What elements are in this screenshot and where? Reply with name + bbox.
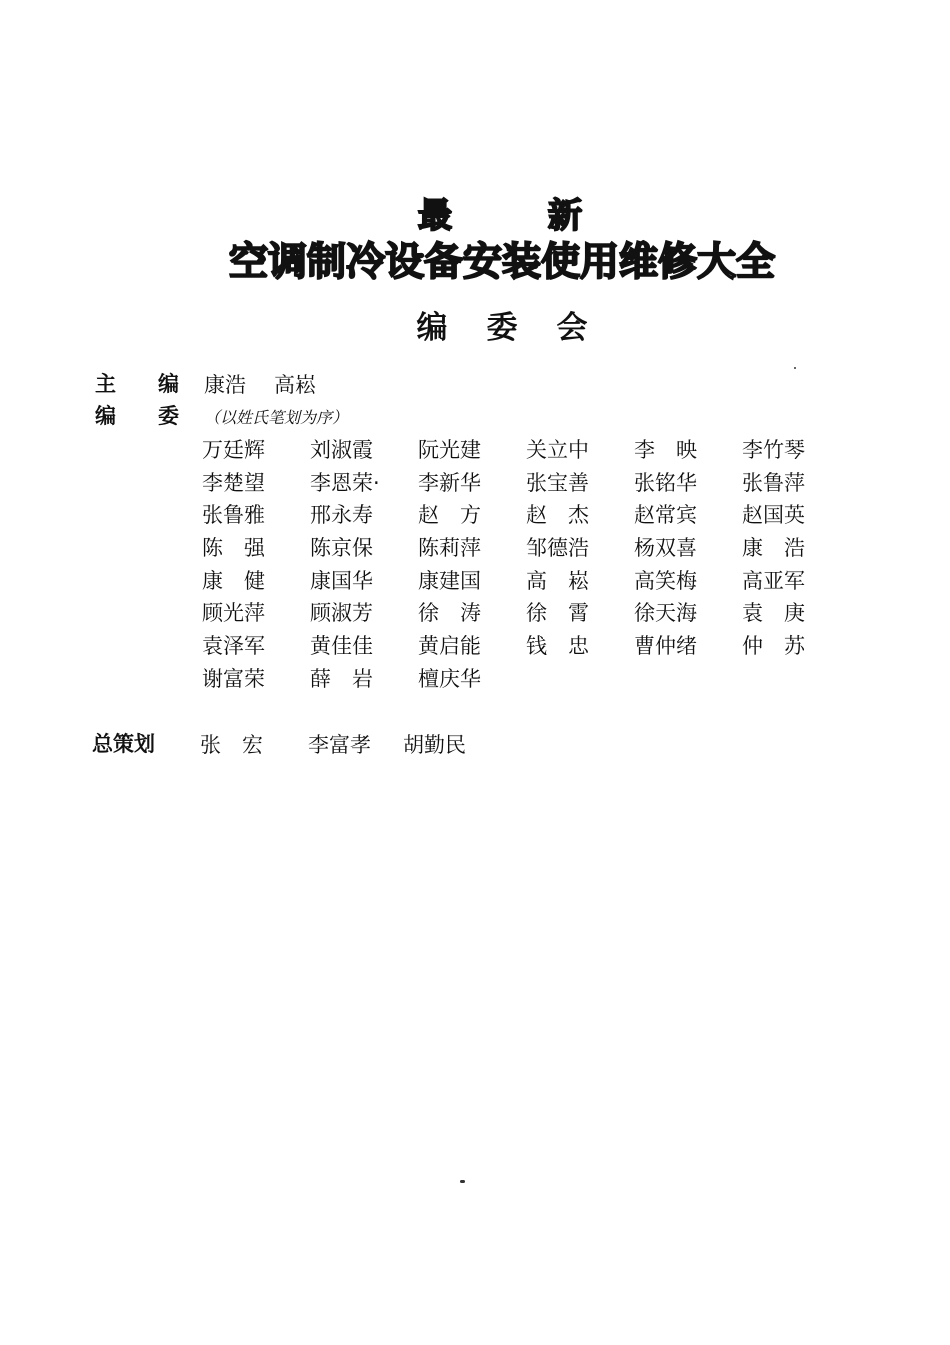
board-member-name: 高亚军 bbox=[742, 568, 805, 593]
chief-editor-label-char-1: 主 bbox=[95, 372, 116, 396]
board-member-name: 陈莉萍 bbox=[418, 536, 481, 561]
board-member-name: 陈京保 bbox=[310, 536, 373, 561]
book-title: 空调制冷设备安装使用维修大全 bbox=[228, 240, 775, 285]
board-member-name: 陈 强 bbox=[202, 536, 265, 561]
committee-heading-char-3: 会 bbox=[556, 310, 588, 346]
editorial-board-label bbox=[95, 400, 179, 430]
board-member-name: 赵国英 bbox=[742, 503, 805, 528]
board-member-name: 赵 杰 bbox=[526, 503, 589, 528]
board-member-name: 黄启能 bbox=[418, 634, 481, 659]
committee-heading-char-2: 委 bbox=[486, 310, 518, 346]
board-member-name: 袁 庚 bbox=[742, 601, 805, 626]
title-char-1: 最 bbox=[418, 196, 452, 236]
board-member-name: 檀庆华 bbox=[418, 666, 481, 691]
board-member-name: 张宝善 bbox=[526, 470, 589, 495]
board-member-name: 张铭华 bbox=[634, 470, 697, 495]
board-member-name: 薛 岩 bbox=[310, 666, 373, 691]
general-planning-name: 胡勤民 bbox=[403, 733, 466, 757]
page-mark bbox=[460, 1180, 465, 1183]
chief-editor-label-char-2: 编 bbox=[158, 372, 179, 396]
board-member-name: 李新华 bbox=[418, 470, 481, 495]
board-member-name: 刘淑霞 bbox=[310, 438, 373, 462]
board-member-name: 高笑梅 bbox=[634, 568, 697, 593]
board-member-name: 康建国 bbox=[418, 568, 481, 593]
board-member-name: 谢富荣 bbox=[202, 666, 265, 691]
chief-editor-name: 康浩 bbox=[204, 373, 246, 397]
board-member-name: 邹德浩 bbox=[526, 536, 589, 561]
board-member-name: 徐 涛 bbox=[418, 601, 481, 626]
board-member-name: 李竹琴 bbox=[742, 438, 805, 462]
board-member-name: 顾淑芳 bbox=[310, 601, 373, 626]
board-member-name: 杨双喜 bbox=[634, 536, 697, 561]
title-line-1 bbox=[0, 188, 950, 237]
board-member-name: 李恩荣· bbox=[310, 470, 380, 495]
committee-heading-char-1: 编 bbox=[416, 310, 448, 346]
chief-editor-label bbox=[95, 368, 179, 398]
board-member-name: 张鲁萍 bbox=[742, 470, 805, 495]
board-member-name: 张鲁雅 bbox=[202, 503, 265, 528]
chief-editor-name: 高崧 bbox=[274, 373, 316, 397]
editorial-board-label-char-2: 委 bbox=[158, 404, 179, 428]
scan-speck bbox=[794, 367, 796, 369]
board-member-name: 赵常宾 bbox=[634, 503, 697, 528]
board-member-name: 黄佳佳 bbox=[310, 634, 373, 659]
board-member-name: 曹仲绪 bbox=[634, 634, 697, 659]
board-member-name: 李楚望 bbox=[202, 470, 265, 495]
editorial-board-label-char-1: 编 bbox=[95, 404, 116, 428]
board-member-name: 康国华 bbox=[310, 568, 373, 593]
general-planning-names bbox=[200, 729, 498, 759]
board-member-name: 赵 方 bbox=[418, 503, 481, 528]
board-member-name: 李 映 bbox=[634, 438, 697, 462]
board-member-name: 仲 苏 bbox=[742, 634, 805, 659]
general-planning-name: 李富孝 bbox=[308, 733, 371, 757]
editorial-board-members bbox=[202, 434, 842, 696]
title-char-2: 新 bbox=[548, 196, 582, 236]
general-planning-name: 张 宏 bbox=[200, 733, 263, 757]
board-member-name: 阮光建 bbox=[418, 438, 481, 462]
board-member-name: 万廷辉 bbox=[202, 438, 265, 462]
board-member-name: 康 浩 bbox=[742, 536, 805, 561]
order-note: （以姓氏笔划为序） bbox=[204, 408, 349, 427]
board-member-name: 袁泽军 bbox=[202, 634, 265, 659]
board-member-name: 关立中 bbox=[526, 438, 589, 462]
board-member-name: 高 崧 bbox=[526, 568, 589, 593]
board-member-name: 顾光萍 bbox=[202, 601, 265, 626]
board-member-name: 徐天海 bbox=[634, 601, 697, 626]
board-member-name: 康 健 bbox=[202, 568, 265, 593]
board-member-name: 邢永寿 bbox=[310, 503, 373, 528]
board-member-name: 钱 忠 bbox=[526, 634, 589, 659]
board-member-name: 徐 霄 bbox=[526, 601, 589, 626]
general-planning-label: 总策划 bbox=[92, 732, 155, 756]
chief-editor-names bbox=[204, 369, 344, 399]
committee-heading bbox=[0, 302, 950, 347]
